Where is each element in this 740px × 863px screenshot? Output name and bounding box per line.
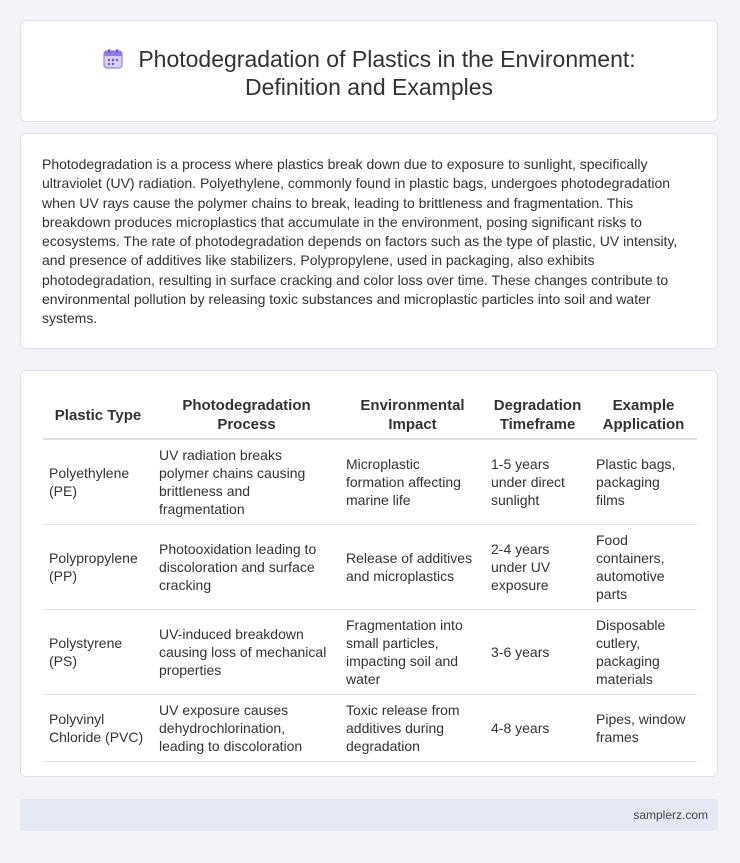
table-row	[43, 440, 697, 525]
cell-plastic-type: Polyethylene (PE)	[43, 440, 153, 525]
header-timeframe: Degradation Timeframe	[485, 394, 590, 440]
cell-impact: Fragmentation into small particles, impacting soil and water	[340, 610, 485, 695]
header-plastic-type: Plastic Type	[43, 394, 153, 440]
cell-plastic-type: Polypropylene (PP)	[43, 525, 153, 610]
plastics-table	[43, 394, 697, 762]
cell-timeframe: 1-5 years under direct sunlight	[485, 440, 590, 525]
cell-application: Plastic bags, packaging films	[590, 440, 697, 525]
title-card	[20, 20, 718, 122]
cell-timeframe: 3-6 years	[485, 610, 590, 695]
intro-card	[20, 133, 718, 349]
title-line-1: Photodegradation of Plastics in the Environment:	[138, 46, 636, 72]
table-header-row	[43, 394, 697, 440]
cell-application: Disposable cutlery, packaging materials	[590, 610, 697, 695]
cell-process: UV exposure causes dehydrochlorination, leading to discoloration	[153, 695, 340, 762]
intro-paragraph: Photodegradation is a process where plastics break down due to exposure to sunlight, specifically ultraviolet (UV) radiation. Polyethylene, commonly found in plastic bags, undergoes photodegradation when UV rays cause the polymer chains to break, leading to brittleness and fragmentation. This breakdown produces microplastics that accumulate in the environment, posing significant risks to ecosystems. The rate of photodegradation depends on factors such as the type of plastic, UV intensity, and presence of additives like stabilizers. Polypropylene, used in packaging, also exhibits photodegradation, resulting in surface cracking and color loss over time. These changes contribute to environmental pollution by releasing toxic substances and microplastic particles into soil and water systems.	[42, 156, 678, 327]
title-line-2: Definition and Examples	[244, 74, 494, 100]
table-card	[20, 370, 718, 777]
cell-timeframe: 4-8 years	[485, 695, 590, 762]
cell-process: Photooxidation leading to discoloration and surface cracking	[153, 525, 340, 610]
cell-plastic-type: Polystyrene (PS)	[43, 610, 153, 695]
table-row	[43, 610, 697, 695]
cell-process: UV-induced breakdown causing loss of mechanical properties	[153, 610, 340, 695]
footer-site-link[interactable]: samplerz.com	[633, 808, 708, 822]
header-impact: Environmental Impact	[340, 394, 485, 440]
header-application: Example Application	[590, 394, 697, 440]
cell-impact: Microplastic formation affecting marine life	[340, 440, 485, 525]
table-row	[43, 525, 697, 610]
footer-bar	[20, 799, 718, 831]
cell-plastic-type: Polyvinyl Chloride (PVC)	[43, 695, 153, 762]
header-process: Photodegradation Process	[153, 394, 340, 440]
calendar-icon	[102, 48, 124, 70]
cell-application: Pipes, window frames	[590, 695, 697, 762]
cell-timeframe: 2-4 years under UV exposure	[485, 525, 590, 610]
cell-impact: Toxic release from additives during degradation	[340, 695, 485, 762]
cell-process: UV radiation breaks polymer chains causing brittleness and fragmentation	[153, 440, 340, 525]
cell-impact: Release of additives and microplastics	[340, 525, 485, 610]
page-title	[21, 45, 717, 101]
table-row	[43, 695, 697, 762]
cell-application: Food containers, automotive parts	[590, 525, 697, 610]
